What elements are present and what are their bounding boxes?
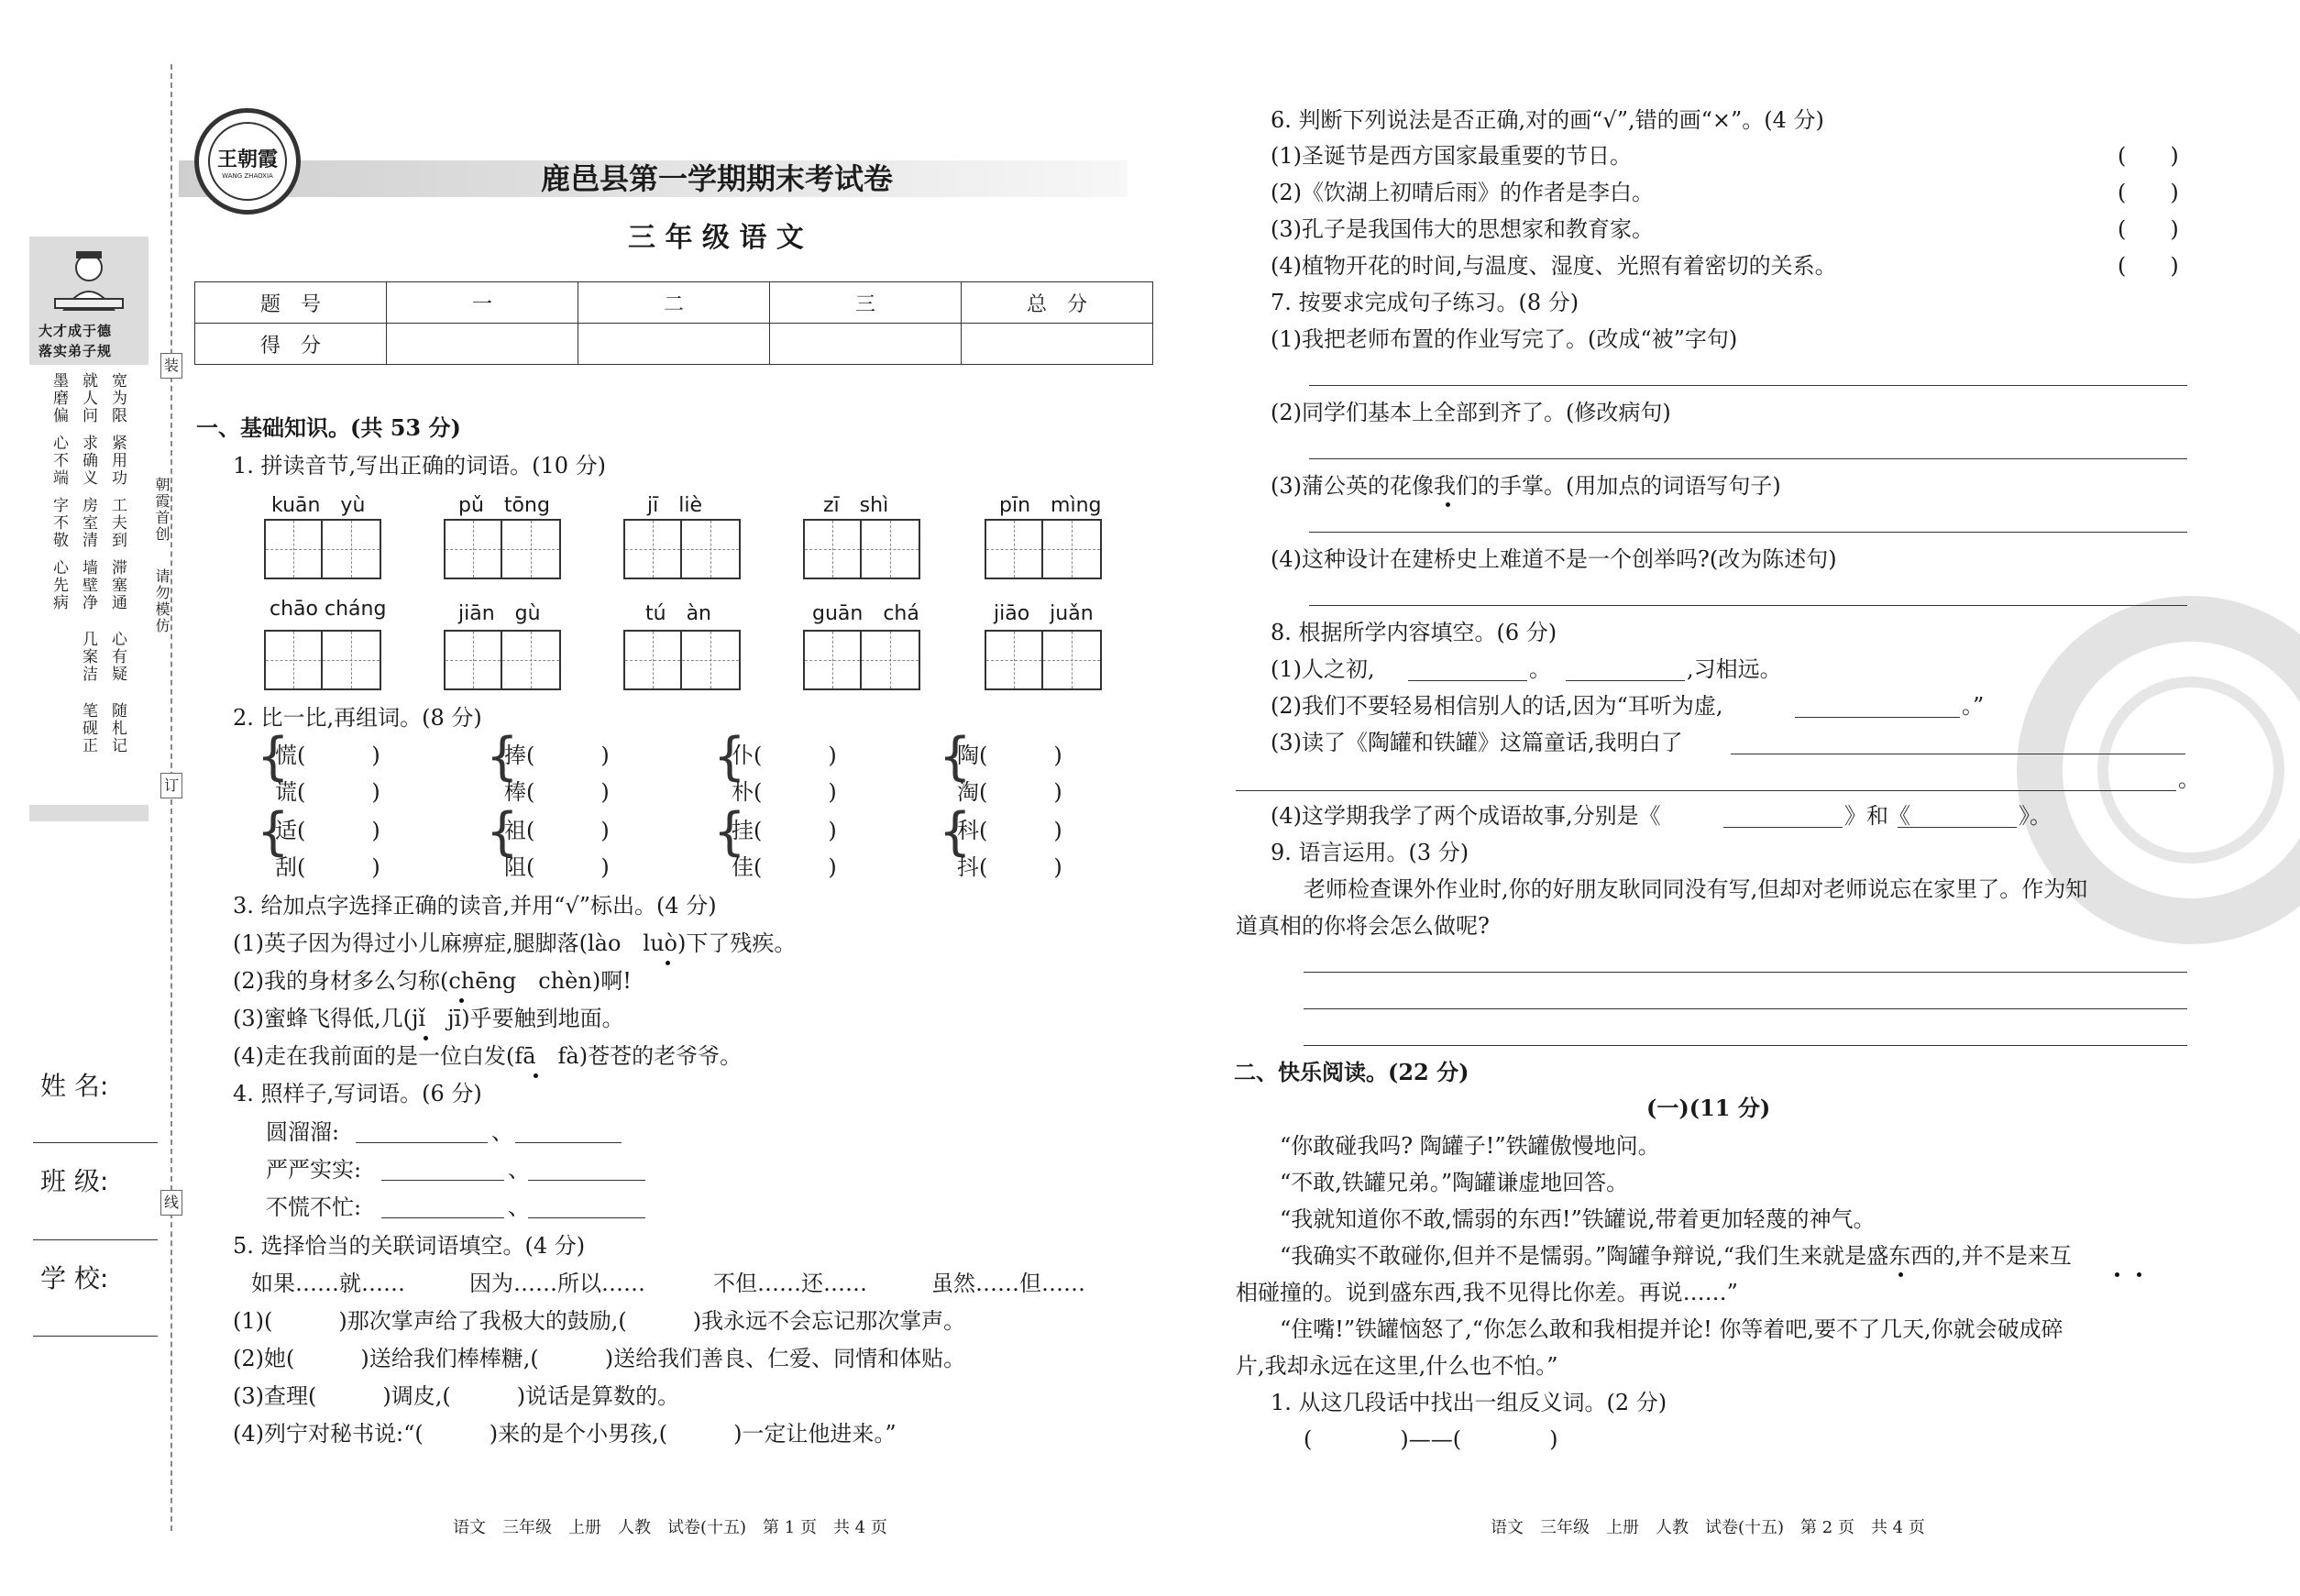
q1-answer-grid[interactable] [264, 630, 381, 690]
q2-char[interactable]: 阻( ) [504, 854, 610, 880]
q8-blank[interactable] [1236, 790, 2176, 791]
strip-columns-panel [29, 365, 149, 805]
q2-char[interactable]: 淘( ) [957, 779, 1062, 805]
q8-text: 。” [1962, 693, 1985, 719]
q4-example-label: 不慌不忙: [266, 1194, 362, 1220]
q5-option: 如果……就…… [251, 1271, 405, 1296]
emphasis-dot [534, 1073, 538, 1078]
q9-text: 道真相的你将会怎么做呢? [1236, 913, 1490, 939]
q2-char[interactable]: 谎( ) [275, 779, 380, 805]
q1-pinyin: jī liè [647, 494, 702, 517]
logo-subtext: WANG ZHAOXIA [222, 172, 273, 180]
score-cell[interactable] [387, 324, 578, 365]
q4-answer-line[interactable] [528, 1180, 645, 1181]
score-table [194, 281, 1153, 365]
strip-col: 几案洁 [79, 631, 97, 683]
strip-col: 宽为限 [108, 372, 127, 424]
footer-page-2: 语文 三年级 上册 人教 试卷(十五) 第 2 页 共 4 页 [1491, 1518, 1925, 1537]
passage-line: “你敢碰我吗? 陶罐子!”铁罐傲慢地问。 [1280, 1133, 1660, 1159]
score-header-cell: 二 [578, 282, 770, 324]
q6-answer-paren[interactable]: ( ) [2118, 253, 2179, 279]
strip-motto-2: 落实弟子规 [39, 343, 113, 359]
q1-answer-grid[interactable] [985, 519, 1102, 579]
q2-char[interactable]: 朴( ) [732, 779, 837, 805]
strip-col: 紧用功 [108, 435, 127, 487]
q5-item[interactable]: (4)列宁对秘书说:“( )来的是个小男孩,( )一定让他进来。” [233, 1421, 897, 1447]
student-name-label: 姓 名: [40, 1071, 109, 1101]
q8-title: 8. 根据所学内容填空。(6 分) [1271, 620, 1557, 645]
q2-char[interactable]: 抖( ) [957, 854, 1062, 880]
score-header-cell: 三 [770, 282, 962, 324]
logo-text: 王朝霞 [216, 148, 278, 171]
q8-text: 》。 [2019, 803, 2052, 829]
score-table-header-row [195, 282, 1153, 324]
q9-answer-line[interactable] [1304, 1008, 2187, 1009]
q9-answer-line[interactable] [1304, 972, 2187, 973]
score-cell[interactable] [962, 324, 1153, 365]
q7-answer-line[interactable] [1309, 605, 2187, 606]
q8-text: (2)我们不要轻易相信别人的话,因为“耳听为虚, [1271, 693, 1723, 719]
score-cell[interactable] [578, 324, 770, 365]
brace-icon: { [939, 727, 972, 787]
q8-text: (4)这学期我学了两个成语故事,分别是《 [1271, 803, 1661, 829]
q1-answer-grid[interactable] [444, 519, 561, 579]
emphasis-dot [1898, 1272, 1903, 1277]
q4-example-label: 圆溜溜: [266, 1119, 340, 1145]
q1-answer-grid[interactable] [985, 630, 1102, 690]
q8-blank[interactable] [1795, 717, 1960, 718]
q2-char[interactable]: 陶( ) [957, 743, 1062, 768]
q6-item: (2)《饮湖上初晴后雨》的作者是李白。 [1271, 180, 1654, 205]
q1-answer-grid[interactable] [803, 519, 920, 579]
passage-line: “住嘴!”铁罐恼怒了,“你怎么敢和我相提并论! 你等着吧,要不了几天,你就会破成碎 [1280, 1316, 2063, 1342]
q4-sep: 、 [508, 1157, 530, 1183]
score-cell[interactable] [770, 324, 962, 365]
exam-subtitle: 三 年 级 语 文 [628, 222, 804, 254]
strip-col: 心不端 [50, 435, 68, 487]
q1-title: 1. 拼读音节,写出正确的词语。(10 分) [233, 453, 607, 479]
q7-item: (3)蒲公英的花像我们的手掌。(用加点的词语写句子) [1271, 473, 1781, 499]
q1-pinyin: tú àn [645, 602, 711, 625]
q7-item: (1)我把老师布置的作业写完了。(改成“被”字句) [1271, 326, 1738, 352]
q1-answer-grid[interactable] [444, 630, 561, 690]
q1-pinyin: guān chá [812, 602, 919, 625]
q3-item[interactable]: (2)我的身材多么匀称(chēng chèn)啊! [233, 968, 632, 994]
q2-char[interactable]: 佳( ) [732, 854, 837, 880]
q3-title: 3. 给加点字选择正确的读音,并用“√”标出。(4 分) [233, 893, 717, 919]
reading-sub-title: (一)(11 分) [1646, 1095, 1771, 1121]
strip-col: 随札记 [108, 702, 127, 754]
q5-item[interactable]: (3)查理( )调皮,( )说话是算数的。 [233, 1383, 680, 1409]
score-header-cell: 一 [387, 282, 578, 324]
passage-line: “我就知道你不敢,懦弱的东西!”铁罐说,带着更加轻蔑的神气。 [1280, 1206, 1876, 1232]
brace-icon: { [939, 802, 972, 862]
q7-title: 7. 按要求完成句子练习。(8 分) [1271, 290, 1579, 315]
strip-col: 工夫到 [108, 497, 127, 549]
q1-pinyin: chāo cháng [270, 598, 387, 621]
part2-title: 二、快乐阅读。(22 分) [1234, 1059, 1469, 1085]
q2-char[interactable]: 刮( ) [275, 854, 380, 880]
student-school-label: 学 校: [40, 1263, 109, 1293]
strip-col: 笔砚正 [79, 702, 97, 754]
q5-option: 虽然……但…… [931, 1271, 1085, 1296]
student-school-field[interactable] [33, 1336, 158, 1337]
q2-char[interactable]: 仆( ) [732, 743, 837, 768]
q3-item[interactable]: (4)走在我前面的是一位白发(fā fà)苍苍的老爷爷。 [233, 1043, 743, 1069]
passage-line: “我确实不敢碰你,但并不是懦弱。”陶罐争辩说,“我们生来就是盛东西的,并不是来互 [1280, 1243, 2072, 1269]
q1-pinyin: zī shì [823, 494, 889, 517]
student-class-field[interactable] [33, 1239, 158, 1240]
q8-blank[interactable] [1408, 680, 1527, 681]
q1-pinyin: pīn mìng [999, 494, 1102, 517]
q1-answer-grid[interactable] [264, 519, 381, 579]
emphasis-dot [2115, 1272, 2119, 1277]
q7-answer-line[interactable] [1309, 532, 2187, 533]
brace-icon: { [257, 802, 290, 862]
part1-title: 一、基础知识。(共 53 分) [196, 414, 461, 441]
q4-answer-line[interactable] [515, 1142, 622, 1143]
q3-item[interactable]: (3)蜜蜂飞得低,几(jǐ jī)乎要触到地面。 [233, 1006, 624, 1031]
q7-answer-line[interactable] [1309, 385, 2187, 386]
q8-text: ,习相远。 [1687, 656, 1782, 682]
student-name-field[interactable] [33, 1142, 158, 1143]
strip-col: 心先病 [50, 559, 68, 611]
passage-line: “不敢,铁罐兄弟。”陶罐谦虚地回答。 [1280, 1170, 1629, 1195]
score-header-cell: 题 号 [195, 282, 387, 324]
q9-answer-line[interactable] [1304, 1045, 2187, 1046]
fold-tag-ding: 订 [160, 773, 182, 798]
passage-line: 片,我却永远在这里,什么也不怕。” [1236, 1353, 1558, 1379]
q7-answer-line[interactable] [1309, 458, 2187, 459]
q1-answer-grid[interactable] [803, 630, 920, 690]
exam-title: 鹿邑县第一学期期末考试卷 [541, 161, 894, 196]
q8-text: (1)人之初, [1271, 656, 1375, 682]
q1-answer-grid[interactable] [623, 519, 741, 579]
q2-title: 2. 比一比,再组词。(8 分) [233, 705, 482, 731]
q4-answer-line[interactable] [381, 1217, 504, 1218]
q6-item: (1)圣诞节是西方国家最重要的节日。 [1271, 143, 1632, 169]
q2-char[interactable]: 适( ) [275, 818, 380, 843]
strip-col: 求确义 [79, 435, 97, 487]
q4-sep: 、 [491, 1119, 513, 1145]
strip-col: 就人问 [79, 372, 97, 424]
q4-answer-line[interactable] [381, 1180, 504, 1181]
strip-col: 墨磨偏 [50, 372, 68, 424]
strip-col: 房室清 [79, 497, 97, 549]
q7-item: (2)同学们基本上全部到齐了。(修改病句) [1271, 400, 1671, 425]
fold-tag-zhuang: 装 [160, 353, 182, 379]
q2-char[interactable]: 棒( ) [504, 779, 610, 805]
q9-text: 老师检查课外作业时,你的好朋友耿同同没有写,但却对老师说忘在家里了。作为知 [1304, 876, 2088, 902]
q5-item[interactable]: (2)她( )送给我们棒棒糖,( )送给我们善良、仁爱、同情和体贴。 [233, 1346, 966, 1371]
footer-page-1: 语文 三年级 上册 人教 试卷(十五) 第 1 页 共 4 页 [453, 1518, 887, 1537]
strip-motto-1: 大才成于德 [39, 323, 113, 339]
brace-icon: { [257, 727, 290, 787]
q5-title: 5. 选择恰当的关联词语填空。(4 分) [233, 1233, 586, 1259]
q5-item[interactable]: (1)( )那次掌声给了我极大的鼓励,( )我永远不会忘记那次掌声。 [233, 1308, 966, 1334]
q7-item: (4)这种设计在建桥史上难道不是一个创举吗?(改为陈述句) [1271, 546, 1837, 572]
reading-q1: 1. 从这几段话中找出一组反义词。(2 分) [1271, 1390, 1667, 1415]
side-note-1: 朝霞首创 [153, 477, 171, 543]
emphasis-dot [666, 961, 670, 965]
emphasis-dot [424, 1036, 428, 1040]
q8-text: 》和《 [1844, 803, 1910, 829]
score-header-cell: 总 分 [962, 282, 1153, 324]
strip-col: 墙壁净 [79, 559, 97, 611]
q1-pinyin: kuān yù [271, 494, 366, 517]
q8-text: 。 [2178, 766, 2200, 792]
left-decor-strip [29, 237, 149, 821]
q6-answer-paren[interactable]: ( ) [2118, 216, 2179, 242]
brace-icon: { [713, 727, 746, 787]
q8-text: (3)读了《陶罐和铁罐》这篇童话,我明白了 [1271, 730, 1683, 755]
q2-char[interactable]: 慌( ) [275, 743, 380, 768]
q6-answer-paren[interactable]: ( ) [2118, 180, 2179, 205]
passage-line: 相碰撞的。说到盛东西,我不见得比你差。再说……” [1236, 1280, 1738, 1305]
brace-icon: { [486, 802, 519, 862]
q6-item: (3)孔子是我国伟大的思想家和教育家。 [1271, 216, 1654, 242]
q2-char[interactable]: 捧( ) [504, 743, 610, 768]
q2-char[interactable]: 祖( ) [504, 818, 610, 843]
q1-answer-grid[interactable] [623, 630, 741, 690]
emphasis-dot [1446, 502, 1450, 507]
publisher-logo [194, 108, 301, 215]
brace-icon: { [713, 802, 746, 862]
q1-pinyin: pǔ tōng [458, 494, 550, 517]
q6-item: (4)植物开花的时间,与温度、湿度、光照有着密切的关系。 [1271, 253, 1837, 279]
q6-title: 6. 判断下列说法是否正确,对的画“√”,错的画“×”。(4 分) [1271, 107, 1824, 133]
q1-pinyin: jiān gù [458, 602, 541, 625]
q1-pinyin: jiāo juǎn [994, 602, 1094, 625]
fold-tag-xian: 线 [160, 1190, 182, 1216]
brace-icon: { [486, 727, 519, 787]
q4-sep: 、 [508, 1194, 530, 1220]
q9-title: 9. 语言运用。(3 分) [1271, 840, 1469, 865]
q8-blank[interactable] [1898, 827, 2017, 828]
score-label-cell: 得 分 [195, 324, 387, 365]
score-table-score-row [195, 324, 1153, 365]
strip-col: 字不敬 [50, 497, 68, 549]
q4-answer-line[interactable] [356, 1142, 488, 1143]
q5-option: 因为……所以…… [469, 1271, 645, 1296]
q4-answer-line[interactable] [528, 1217, 645, 1218]
q5-option: 不但……还…… [713, 1271, 867, 1296]
q8-blank[interactable] [1566, 680, 1685, 681]
q8-text: 。 [1529, 656, 1551, 682]
q2-char[interactable]: 挂( ) [732, 818, 837, 843]
emphasis-dot [2137, 1272, 2141, 1277]
student-class-label: 班 级: [40, 1166, 109, 1196]
q6-answer-paren[interactable]: ( ) [2118, 143, 2179, 169]
reading-q1-answer[interactable]: ( )——( ) [1304, 1426, 1558, 1452]
emphasis-dot [459, 998, 464, 1003]
scholar-illustration-icon [46, 246, 132, 319]
q3-item[interactable]: (1)英子因为得过小儿麻痹症,腿脚落(lào luò)下了残疾。 [233, 930, 797, 956]
q8-blank[interactable] [1723, 827, 1843, 828]
q4-title: 4. 照样子,写词语。(6 分) [233, 1081, 482, 1106]
q2-char[interactable]: 科( ) [957, 818, 1062, 843]
q4-example-label: 严严实实: [266, 1157, 362, 1183]
strip-col: 心有疑 [108, 631, 127, 683]
side-note-2: 请勿模仿 [153, 568, 171, 634]
strip-col: 滞塞通 [108, 559, 127, 611]
